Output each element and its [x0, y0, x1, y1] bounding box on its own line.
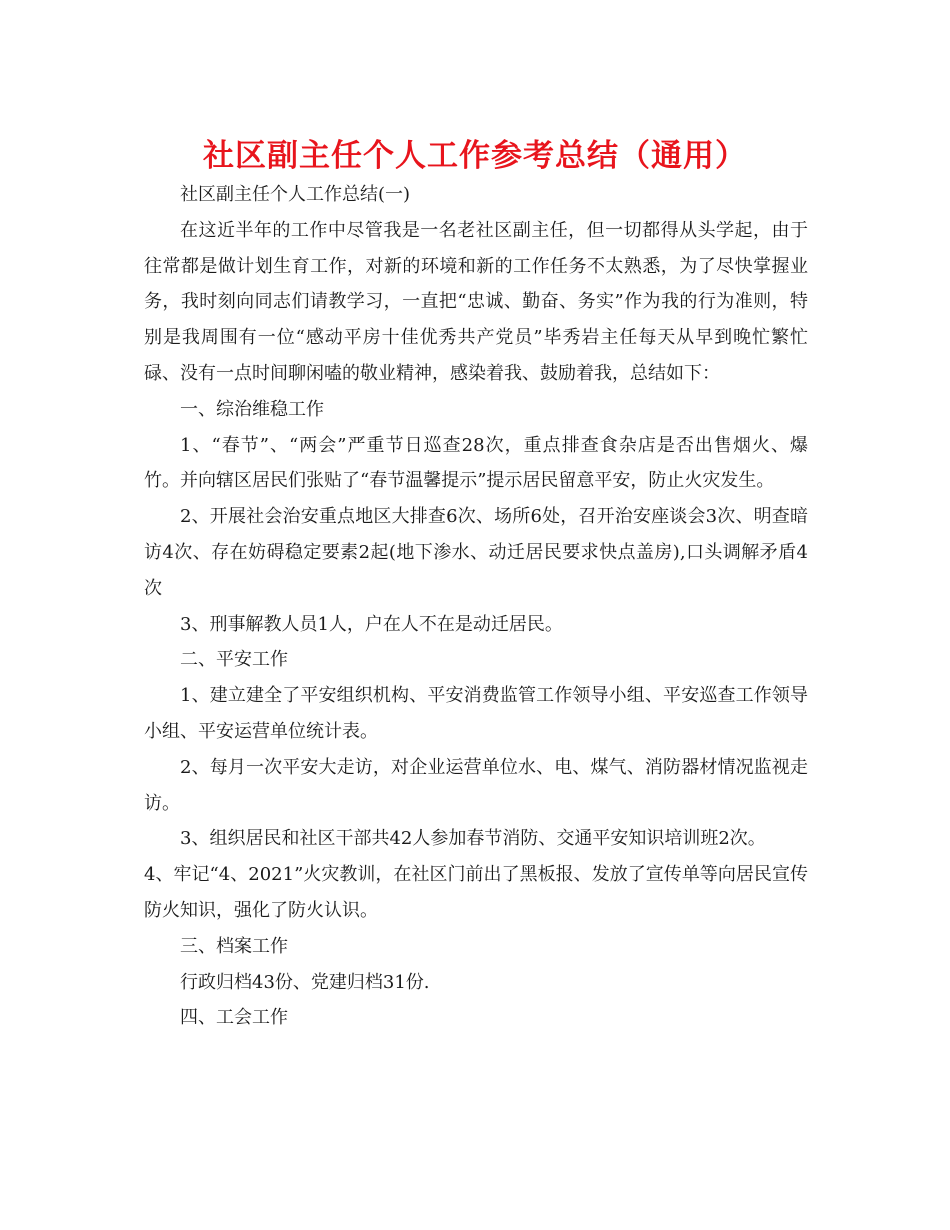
paragraph-2-2: 2、每月一次平安大走访，对企业运营单位水、电、煤气、消防器材情况监视走访。 [144, 756, 808, 814]
paragraph-2-3: 3、组织居民和社区干部共42人参加春节消防、交通平安知识培训班2次。 [180, 828, 766, 850]
paragraph-1-3: 3、刑事解教人员1人，户在人不在是动迁居民。 [180, 613, 563, 635]
section-heading-1: 一、综治维稳工作 [180, 398, 324, 420]
paragraph-3-1: 行政归档43份、党建归档31份. [180, 971, 430, 993]
section-heading-3: 三、档案工作 [180, 935, 288, 957]
document-body [144, 177, 808, 1036]
section-subtitle: 社区副主任个人工作总结(一) [180, 184, 411, 205]
paragraph-1-2: 2、开展社会治安重点地区大排查6次、场所6处，召开治安座谈会3次、明查暗访4次、存在妨碍稳定要素2起(地下渗水、动迁居民要求快点盖房),口头调解矛盾4次 [144, 506, 808, 599]
section-heading-2: 二、平安工作 [180, 649, 288, 671]
document-title: 社区副主任个人工作参考总结（通用） [203, 138, 747, 174]
section-heading-4: 四、工会工作 [180, 1007, 288, 1029]
paragraph-2-4: 4、牢记“4、2021”火灾教训，在社区门前出了黑板报、发放了宣传单等向居民宣传防火知识，强化了防火认识。 [144, 864, 808, 921]
intro-paragraph: 在这近半年的工作中尽管我是一名老社区副主任，但一切都得从头学起，由于往常都是做计划生育工作，对新的环境和新的工作任务不太熟悉，为了尽快掌握业务，我时刻向同志们请教学习，一直把“忠诚、勤奋、务实”作为我的行为准则，特别是我周围有一位“感动平房十佳优秀共产党员”毕秀岩主任每天从早到晚忙繁忙碌、没有一点时间聊闲嗑的敬业精神，感染着我、鼓励着我，总结如下： [144, 219, 808, 384]
paragraph-1-1: 1、“春节”、“两会”严重节日巡查28次，重点排查食杂店是否出售烟火、爆竹。并向辖区居民们张贴了“春节温馨提示”提示居民留意平安，防止火灾发生。 [144, 434, 808, 492]
paragraph-2-1: 1、建立建全了平安组织机构、平安消费监管工作领导小组、平安巡查工作领导小组、平安运营单位统计表。 [144, 685, 808, 742]
